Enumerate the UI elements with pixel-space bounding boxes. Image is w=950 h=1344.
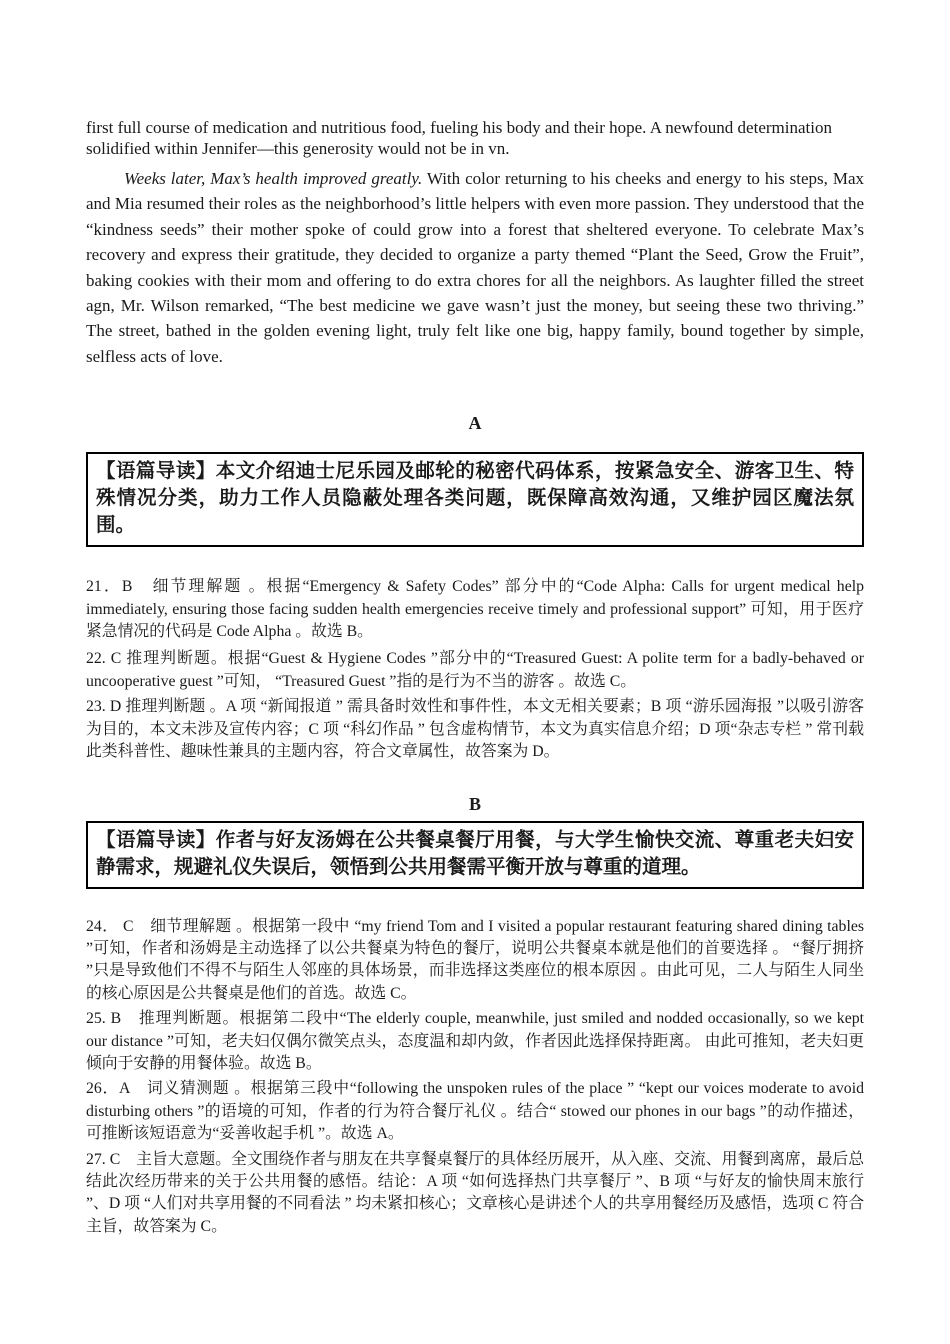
story-paragraph	[86, 166, 864, 369]
answer-item-21: 21．B 细节理解题 。根据“Emergency & Safety Codes” 部分中的“Code Alpha: Calls for urgent medical help immediately, ensuring those facing sudden health emergencies receive timely and professional support” 可知，用于医疗紧急情况的代码是 Code Alpha 。故选 B。	[86, 578, 864, 641]
answer-item-24: 24． C 细节理解题 。根据第一段中 “my friend Tom and I visited a popular restaurant featuring shared dining tables ”可知，作者和汤姆是主动选择了以公共餐桌为特色的餐厅，说明公共餐桌本就是他们的首要选择 。 “餐厅拥挤 ”只是导致他们不得不与陌生人邻座的具体场景，而非选择这类座位的根本原因 。由此可见，二人与陌生人同坐的核心原因是公共餐桌是他们的首选。故选 C。	[86, 917, 864, 1002]
answer-item-25: 25. B 推理判断题。根据第二段中“The elderly couple, meanwhile, just smiled and nodded occasionally, so we kept our distance ”可知，老夫妇仅偶尔微笑点头，态度温和却内敛，作者因此选择保持距离。 由此可推知，老夫妇更倾向于安静的用餐体验。故选 B。	[86, 1010, 864, 1072]
passage-guide-box-a	[86, 452, 864, 547]
page-content	[86, 118, 864, 1238]
section-heading-a: A	[468, 413, 482, 434]
passage-guide-text-b: 【语篇导读】作者与好友汤姆在公共餐桌餐厅用餐，与大学生愉快交流、尊重老夫妇安静需求，规避礼仪失误后，领悟到公共用餐需平衡开放与尊重的道理。	[96, 828, 854, 878]
answer-item-26: 26．A 词义猜测题 。根据第三段中“following the unspoken rules of the place ” “kept our voices moderate to avoid disturbing others ”的语境的可知，作者的行为符合餐厅礼仪 。结合“ stowed our phones in our bags ”的动作描述，可推断该短语意为“妥善收起手机 ”。故选 A。	[86, 1080, 864, 1143]
passage-guide-box-b	[86, 821, 864, 889]
continued-paragraph: first full course of medication and nutritious food, fueling his body and their hope. A newfound determination solidified within Jennifer—this generosity would not be in vn.	[86, 118, 832, 158]
italic-lead-sentence: Weeks later, Max’s health improved greatly.	[124, 169, 423, 188]
passage-guide-text-a: 【语篇导读】本文介绍迪士尼乐园及邮轮的秘密代码体系，按紧急安全、游客卫生、特殊情况分类，助力工作人员隐蔽处理各类问题，既保障高效沟通，又维护园区魔法氛围。	[96, 460, 854, 537]
answer-item-22: 22. C 推理判断题。根据“Guest & Hygiene Codes ”部分中的“Treasured Guest: A polite term for a badly-behaved or uncooperative guest ”可知， “Treasured Guest ”指的是行为不当的游客 。故选 C。	[86, 650, 864, 690]
section-heading-b: B	[468, 793, 481, 814]
answer-item-23: 23. D 推理判断题 。A 项 “新闻报道 ” 需具备时效性和事件性，本文无相关要素；B 项 “游乐园海报 ”以吸引游客为目的，本文未涉及宣传内容；C 项 “科幻作品 ” 包含虚构情节，本文为真实信息介绍；D 项“杂志专栏 ” 常刊载此类科普性、趣味性兼具的主题内容，符合文章属性，故答案为 D。	[86, 698, 864, 761]
answer-item-27: 27. C 主旨大意题。全文围绕作者与朋友在共享餐桌餐厅的具体经历展开，从入座、交流、用餐到离席，最后总结此次经历带来的关于公共用餐的感悟。结论：A 项 “如何选择热门共享餐厅 ”、B 项 “与好友的愉快周末旅行 ”、D 项 “人们对共享用餐的不同看法 ” 均未紧扣核心；文章核心是讲述个人的共享用餐经历及感悟，选项 C 符合主旨，故答案为 C。	[86, 1150, 864, 1235]
story-paragraph-rest: With color returning to his cheeks and energy to his steps, Max and Mia resumed their roles as the neighborhood’s little helpers with even more passion. They understood that the “kindness seeds” their mother spoke of could grow into a forest that sheltered everyone. To celebrate Max’s recovery and express their gratitude, they decided to organize a party themed “Plant the Seed, Grow the Fruit”, baking cookies with their mom and offering to do extra chores for all the neighbors. As laughter filled the street agn, Mr. Wilson remarked, “The best medicine we gave wasn’t just the money, but seeing these two thriving.” The street, bathed in the golden evening light, truly felt like one big, happy family, bound together by simple, selfless acts of love.	[86, 169, 864, 366]
